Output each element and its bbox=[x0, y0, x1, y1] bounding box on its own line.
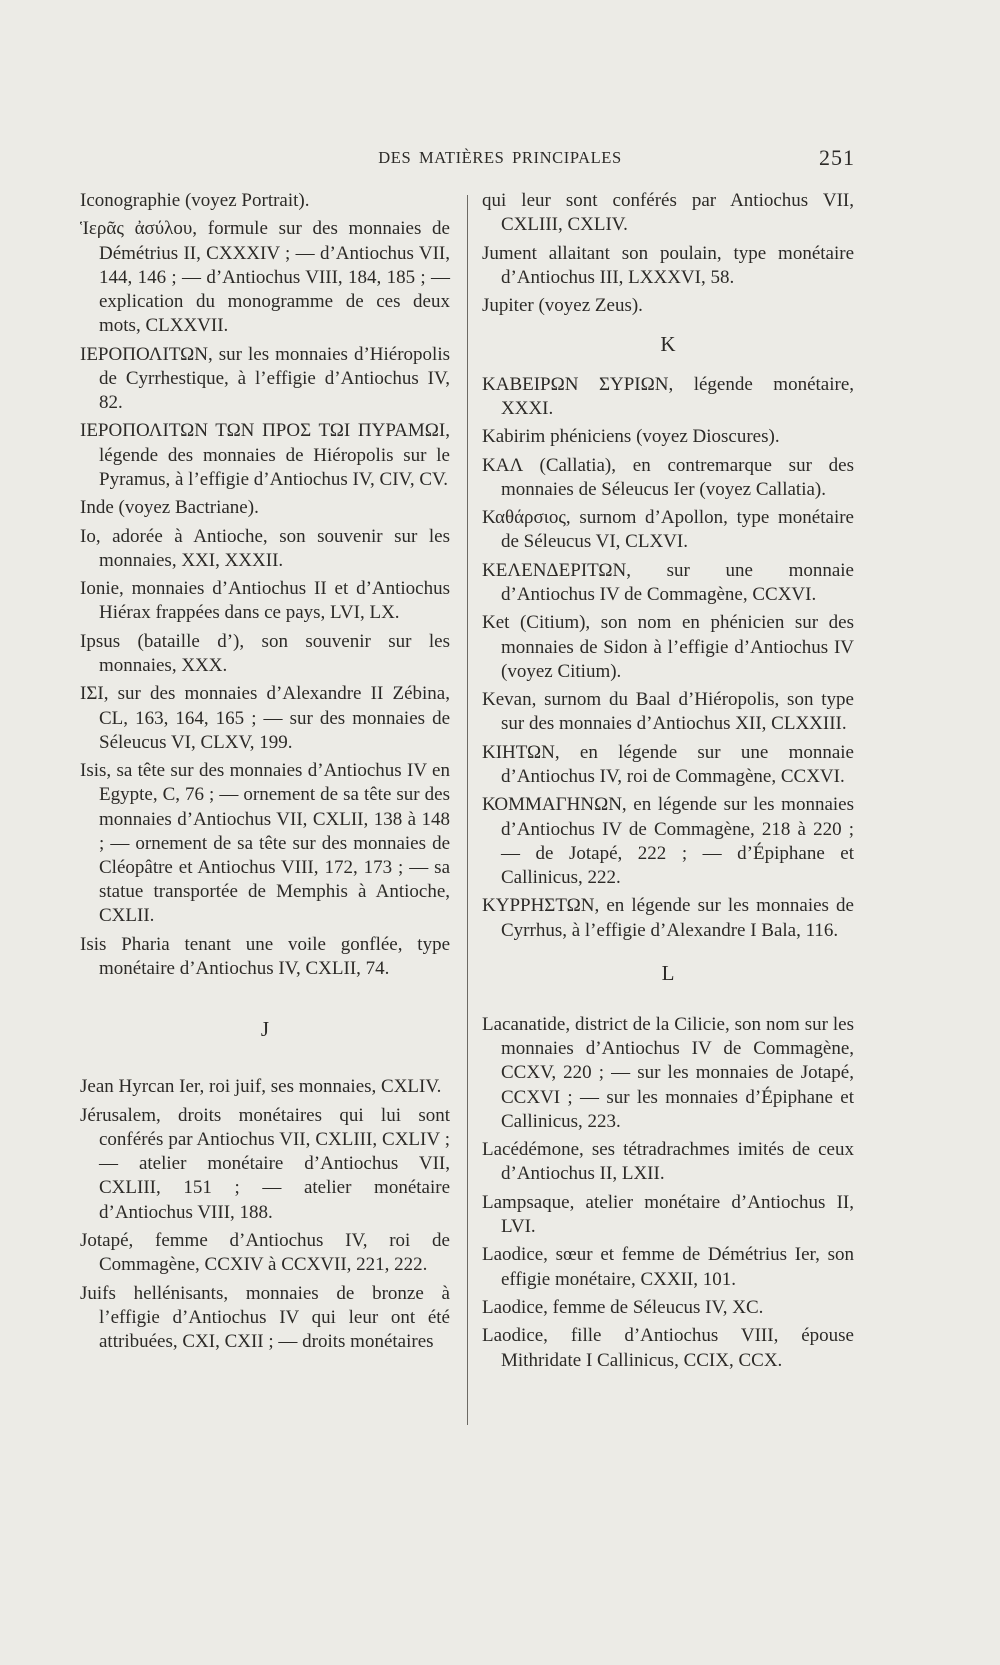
index-entry-kevan: Kevan, surnom du Baal d’Hiéropolis, son type sur des monnaies d’Antiochus XII, CLXXIII. bbox=[482, 689, 854, 735]
index-entry-inde: Inde (voyez Bactriane). bbox=[80, 497, 259, 519]
index-entry-laodice-fille: Laodice, fille d’Antiochus VIII, épouse Mithridate I Callinicus, CCIX, CCX. bbox=[482, 1325, 854, 1371]
index-entry-ieropoliton: ΙΕΡΟΠΟΛΙΤΩΝ, sur les monnaies d’Hiéropolis de Cyrrhestique, à l’effigie d’Antiochus IV, 82. bbox=[80, 343, 450, 413]
index-entry-juifs: Juifs hellénisants, monnaies de bronze à l’effigie d’Antiochus IV qui leur ont été attribuées, CXI, CXII ; — droits monétaires bbox=[80, 1282, 450, 1352]
index-entry-hieras-asylou: Ἱερᾶς ἀσύλου, formule sur des monnaies de Démétrius II, CXXXIV ; — d’Antiochus VII, 144, 146 ; — d’Antiochus VIII, 184, 185 ; — explication du monogramme de ces deux mots, CLXXVII. bbox=[80, 218, 450, 337]
index-entry-jotape: Jotapé, femme d’Antiochus IV, roi de Commagène, CCXIV à CCXVII, 221, 222. bbox=[80, 1229, 450, 1276]
page-header bbox=[0, 145, 1000, 178]
index-entry-jument: Jument allaitant son poulain, type monétaire d’Antiochus III, LXXXVI, 58. bbox=[482, 242, 854, 288]
right-column bbox=[482, 189, 854, 1377]
index-entry-isis-pharia: Isis Pharia tenant une voile gonflée, type monétaire d’Antiochus IV, CXLII, 74. bbox=[80, 933, 450, 979]
index-entry-iconographie: Iconographie (voyez Portrait). bbox=[80, 190, 310, 211]
index-entry-ipsus: Ipsus (bataille d’), son souvenir sur les monnaies, XXX. bbox=[80, 630, 450, 676]
index-entry-lacanatide: Lacanatide, district de la Cilicie, son nom sur les monnaies d’Antiochus IV de Commagène, CCXV, 220 ; — sur les monnaies de Jotapé, CCXVI ; — sur les monnaies d’Épiphane et Callinicus, 223. bbox=[482, 1013, 854, 1132]
left-column bbox=[80, 189, 450, 1358]
index-entry-kommagenon: ΚΟΜΜΑΓΗΝΩΝ, en légende sur les monnaies d’Antiochus IV de Commagène, 218 à 220 ; — de Jotapé, 222 ; — d’Épiphane et Callinicus, 222. bbox=[482, 794, 854, 888]
index-entry-kal: ΚΑΛ (Callatia), en contremarque sur des monnaies de Séleucus Ier (voyez Callatia). bbox=[482, 454, 854, 500]
page-number: 251 bbox=[819, 145, 855, 170]
index-entry-kabeiron: ΚΑΒΕΙΡΩΝ ΣΥΡΙΩΝ, légende monétaire, XXXI. bbox=[482, 373, 854, 419]
index-entry-jean-hyrcan: Jean Hyrcan Ier, roi juif, ses monnaies, CXLIV. bbox=[80, 1076, 442, 1098]
index-entry-kyrrheston: ΚΥΡΡΗΣΤΩΝ, en légende sur les monnaies de Cyrrhus, à l’effigie d’Alexandre I Bala, 116. bbox=[482, 895, 854, 941]
index-entry-ket: Ket (Citium), son nom en phénicien sur des monnaies de Sidon à l’effigie d’Antiochus IV (voyez Citium). bbox=[482, 612, 854, 682]
index-entry-jerusalem: Jérusalem, droits monétaires qui lui sont conférés par Antiochus VII, CXLIII, CXLIV ; — atelier monétaire d’Antiochus VII, CXLIII, 151 ; — atelier monétaire d’Antiochus VIII, 188. bbox=[80, 1104, 450, 1223]
column-divider bbox=[467, 195, 468, 1425]
index-entry-isi: ΙΣΙ, sur des monnaies d’Alexandre II Zébina, CL, 163, 164, 165 ; — sur des monnaies de Séleucus VI, CLXV, 199. bbox=[80, 683, 450, 753]
section-letter-l: L bbox=[661, 960, 675, 985]
index-entry-isis: Isis, sa tête sur des monnaies d’Antiochus IV en Egypte, C, 76 ; — ornement de sa tête sur des monnaies d’Antiochus VII, CXLII, 138 à 148 ; — ornement de sa tête sur des monnaies de Cléopâtre et Antiochus VIII, 172, 173 ; — sa statue transportée de Memphis à Antioche, CXLII. bbox=[80, 760, 450, 927]
running-title: DES MATIÈRES PRINCIPALES bbox=[378, 148, 622, 167]
index-entry-laodice-femme: Laodice, femme de Séleucus IV, XC. bbox=[482, 1296, 764, 1318]
index-entry-laodice-soeur: Laodice, sœur et femme de Démétrius Ier, son effigie monétaire, CXXII, 101. bbox=[482, 1244, 854, 1290]
index-entry-jupiter: Jupiter (voyez Zeus). bbox=[482, 295, 643, 317]
index-entry-kieton: ΚΙΗΤΩΝ, en légende sur une monnaie d’Antiochus IV, roi de Commagène, CCXVI. bbox=[482, 741, 854, 787]
index-entry-continuation: qui leur sont conférés par Antiochus VII, CXLIII, CXLIV. bbox=[482, 190, 854, 236]
index-entry-ieropoliton-pyramoi: ΙΕΡΟΠΟΛΙΤΩΝ ΤΩΝ ΠΡΟΣ ΤΩΙ ΠΥΡΑΜΩΙ, légende des monnaies de Hiéropolis sur le Pyramus, à l’effigie d’Antiochus IV, CIV, CV. bbox=[80, 420, 450, 490]
section-letter-k: K bbox=[660, 332, 676, 357]
section-letter-j: J bbox=[260, 1017, 270, 1042]
index-entry-lacedemone: Lacédémone, ses tétradrachmes imités de ceux d’Antiochus II, LXII. bbox=[482, 1139, 854, 1185]
index-entry-io: Io, adorée à Antioche, son souvenir sur les monnaies, XXI, XXXII. bbox=[80, 525, 450, 571]
index-entry-ionie: Ionie, monnaies d’Antiochus II et d’Antiochus Hiérax frappées dans ce pays, LVI, LX. bbox=[80, 578, 450, 624]
index-entry-kabirim: Kabirim phéniciens (voyez Dioscures). bbox=[482, 426, 780, 448]
index-entry-lampsaque: Lampsaque, atelier monétaire d’Antiochus II, LVI. bbox=[482, 1191, 854, 1237]
index-entry-katharsios: Καθάρσιος, surnom d’Apollon, type monétaire de Séleucus VI, CLXVI. bbox=[482, 507, 854, 553]
index-entry-kelenderiton: ΚΕΛΕΝΔΕΡΙΤΩΝ, sur une monnaie d’Antiochus IV de Commagène, CCXVI. bbox=[482, 559, 854, 605]
